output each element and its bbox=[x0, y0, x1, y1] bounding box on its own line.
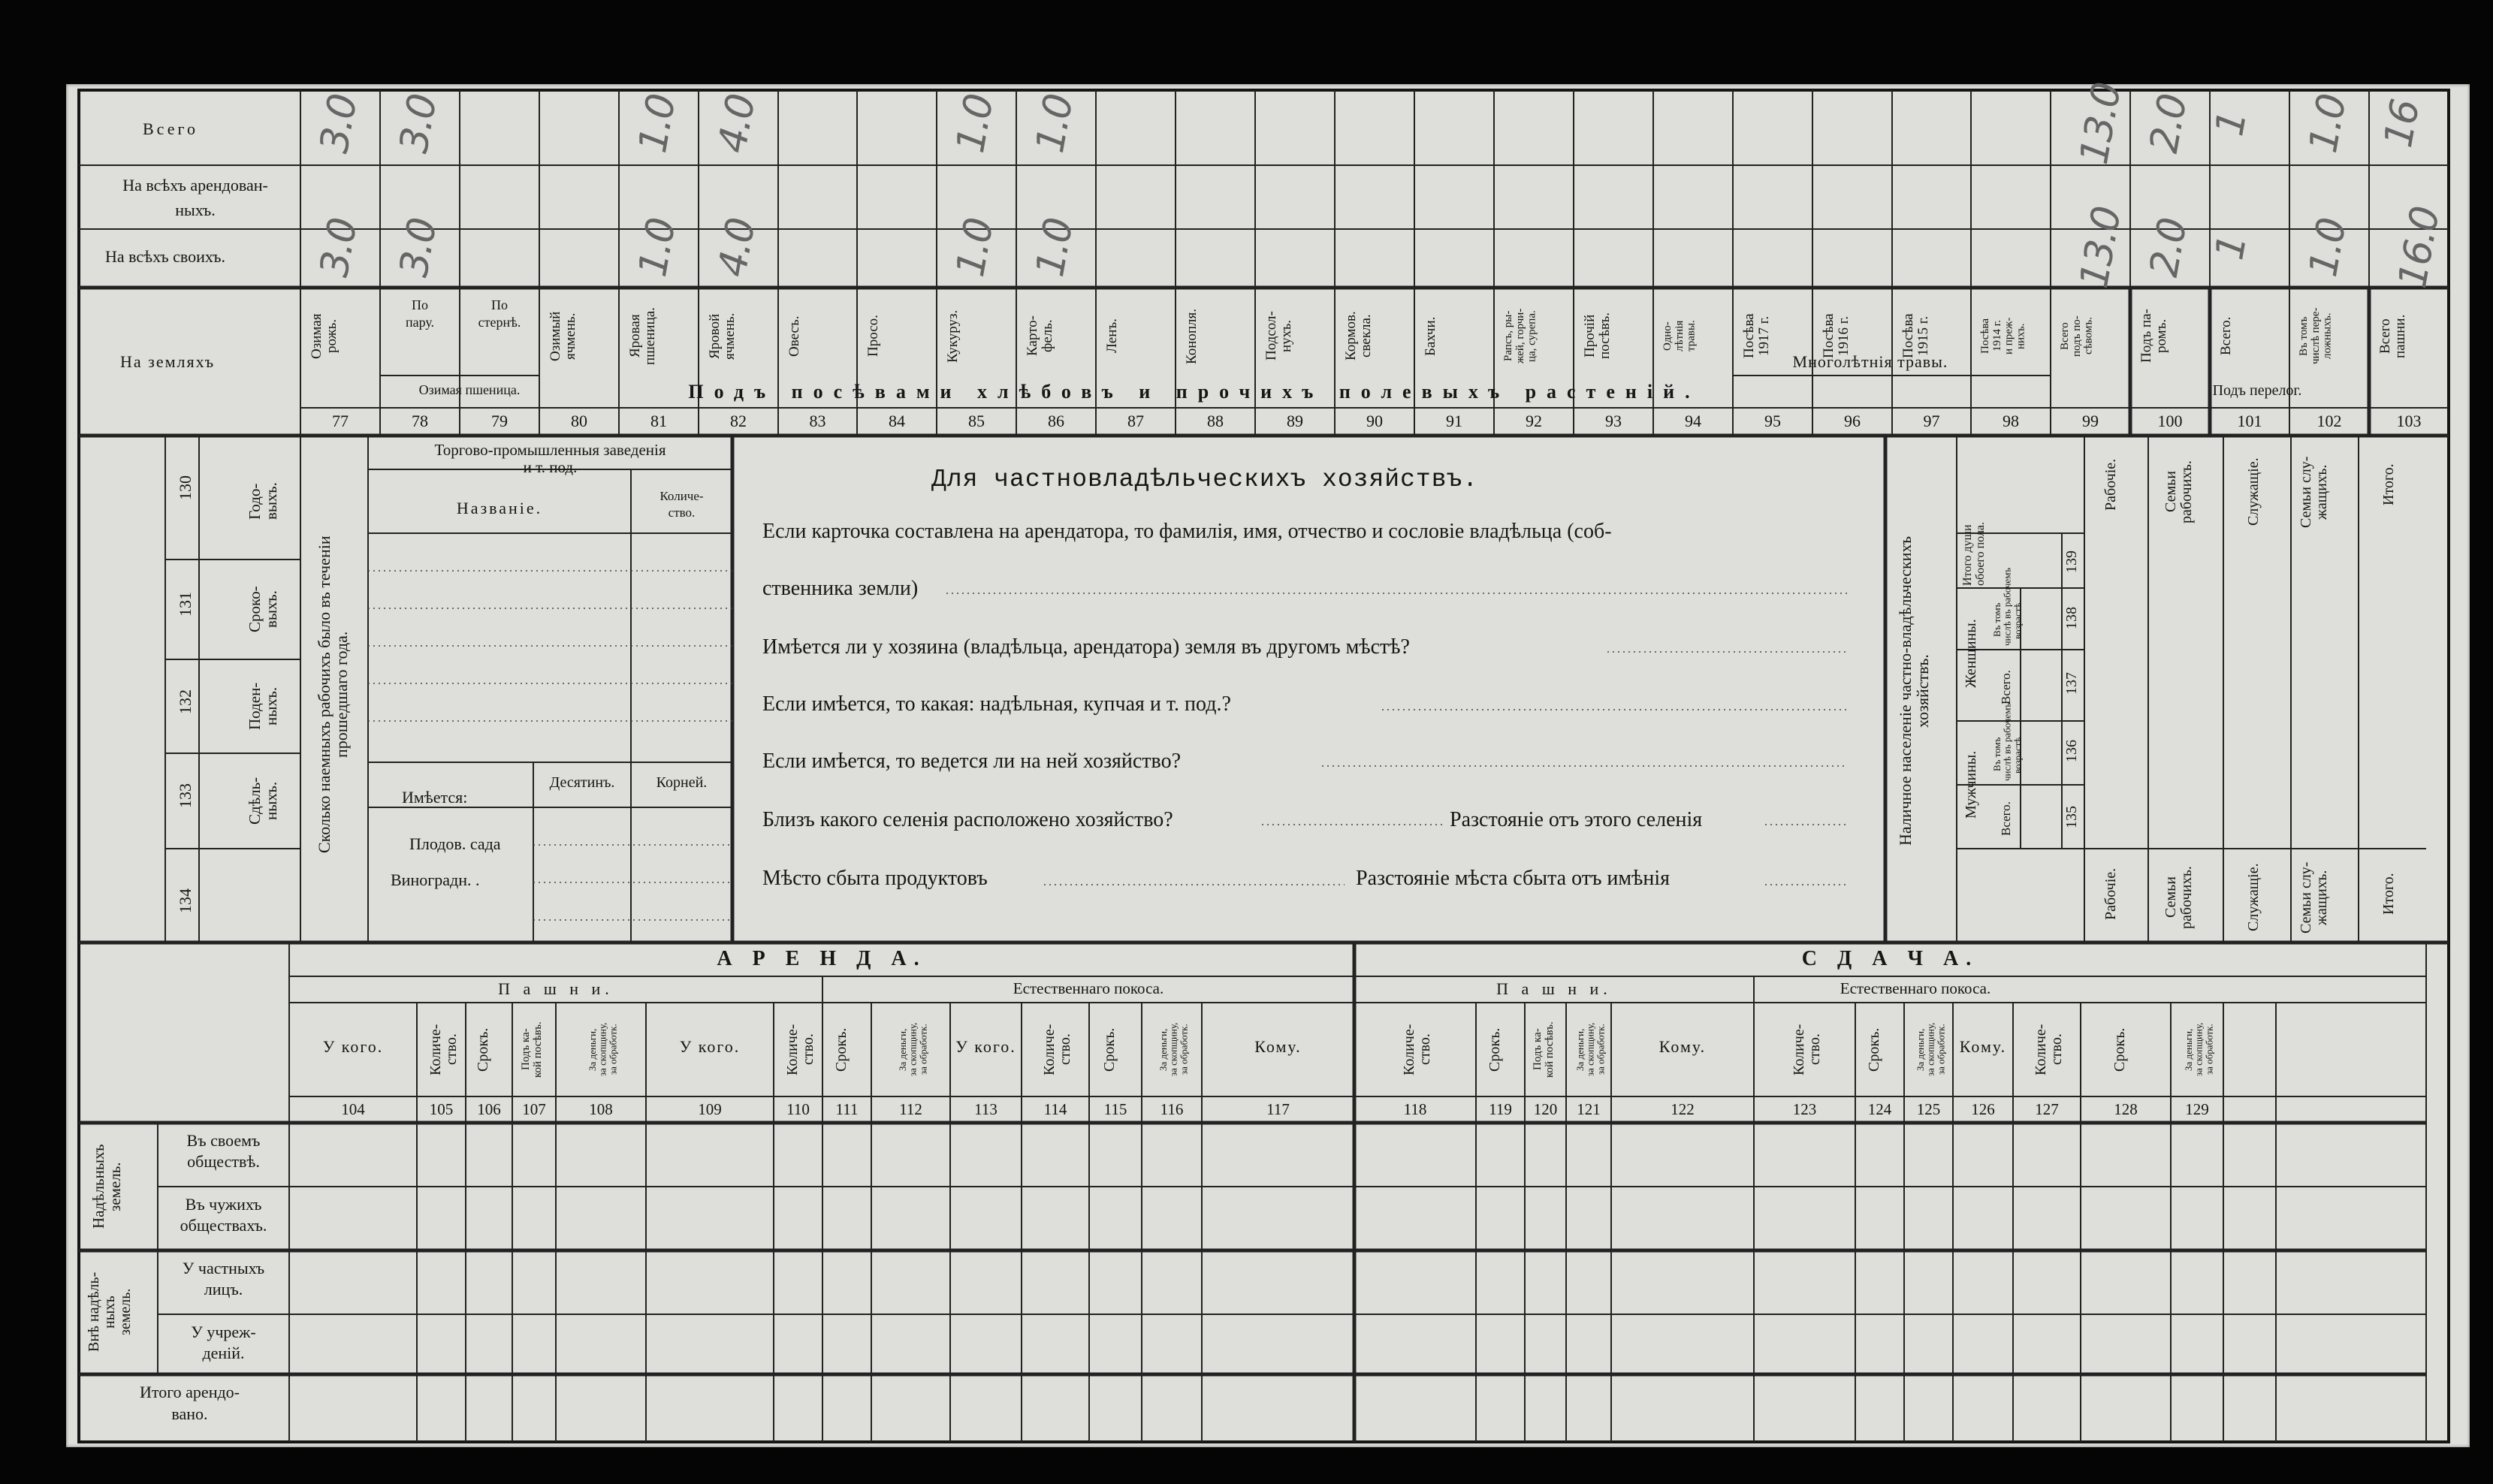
question-1-cont: ственника земли) bbox=[762, 577, 919, 600]
row-svoem: Въ своемъ обществѣ. bbox=[186, 1131, 261, 1171]
pop-rabochie: Рабочiе. bbox=[2102, 458, 2119, 511]
crop-col-101: Всего. bbox=[2218, 316, 2234, 356]
worker-num-134: 134 bbox=[176, 888, 195, 914]
pop-semi-sluzh-b: Семьи слу- жащихъ. bbox=[2298, 861, 2330, 934]
sdacha-header: С Д А Ч А. bbox=[1801, 947, 1979, 970]
lease-col-header-127: Количе- ство. bbox=[2033, 1024, 2065, 1075]
crop-col-95: Посѣва 1917 г. bbox=[1741, 313, 1772, 359]
arenda-pokosa: Естественнаго покоса. bbox=[1013, 979, 1164, 997]
lease-num-113: 113 bbox=[974, 1100, 998, 1118]
question-2: Имѣется ли у хозяина (владѣльца, арендатора) земля въ другомъ мѣстѣ? bbox=[762, 635, 1410, 659]
col-num-96: 96 bbox=[1844, 412, 1861, 430]
worker-type-2: Поден- ныхъ. bbox=[246, 682, 281, 731]
handwritten-vsego-101: 1 bbox=[2207, 108, 2256, 140]
handwritten-vsego-99: 13.0 bbox=[2071, 80, 2130, 168]
handwritten-svoih-99: 13.0 bbox=[2071, 204, 2130, 292]
row-label-zemlyah: На земляхъ bbox=[120, 352, 216, 371]
handwritten-svoih-102: 1.0 bbox=[2301, 216, 2356, 280]
sdacha-pokosa: Естественнаго покоса. bbox=[1840, 979, 1991, 997]
crop-col-90: Кормов. свекла. bbox=[1343, 311, 1374, 361]
handwritten-svoih-81: 1.0 bbox=[630, 216, 685, 280]
lease-num-114: 114 bbox=[1043, 1100, 1067, 1118]
korney-header: Корней. bbox=[656, 774, 708, 791]
pop-semi-rabochih-b: Семьи рабочихъ. bbox=[2163, 866, 2195, 929]
handwritten-vsego-86: 1.0 bbox=[1028, 92, 1082, 156]
row-label-vsego: Всего bbox=[143, 119, 198, 138]
handwritten-svoih-86: 1.0 bbox=[1028, 216, 1082, 280]
lease-num-117: 117 bbox=[1266, 1100, 1290, 1118]
row-label-arendovannyh: На всѣхъ арендован- ныхъ. bbox=[122, 176, 268, 219]
col-num-99: 99 bbox=[2082, 412, 2099, 430]
handwritten-svoih-85: 1.0 bbox=[948, 216, 1003, 280]
question-4: Если имѣется, то ведется ли на ней хозяйство? bbox=[762, 750, 1181, 773]
lease-col-header-115: Срокъ. bbox=[1101, 1027, 1118, 1072]
lease-num-120: 120 bbox=[1533, 1100, 1558, 1118]
pod-posevami-label: Подъ посѣвами хлѣбовъ и прочихъ полевыхъ растенiй. bbox=[688, 381, 1701, 403]
crop-col-96: Посѣва 1916 г. bbox=[1821, 313, 1852, 359]
col-num-81: 81 bbox=[650, 412, 667, 430]
col-num-93: 93 bbox=[1605, 412, 1622, 430]
handwritten-vsego-82: 4.0 bbox=[710, 92, 765, 156]
crop-col-86: Карто- фель. bbox=[1025, 315, 1055, 357]
lease-col-header-109: У кого. bbox=[679, 1037, 741, 1056]
handwritten-vsego-85: 1.0 bbox=[948, 92, 1003, 156]
crop-col-84: Просо. bbox=[865, 315, 881, 357]
itogo-dushi: Итого души обоего пола. bbox=[1961, 521, 1987, 586]
num-138: 138 bbox=[2063, 607, 2080, 629]
crop-col-81: Яровая пшеница. bbox=[627, 307, 658, 365]
nadelnyh-zemel: Надѣльныхъ земель. bbox=[89, 1144, 125, 1229]
col-num-78: 78 bbox=[412, 412, 428, 430]
crop-col-93: Прочiй посѣвъ. bbox=[1582, 312, 1613, 360]
crop-col-85: Кукуруз. bbox=[945, 309, 961, 363]
crop-col-102: Въ томъ числѣ пере- ложныхъ. bbox=[2298, 307, 2334, 365]
pop-semi-rabochih: Семьи рабочихъ. bbox=[2163, 460, 2195, 523]
col-num-82: 82 bbox=[730, 412, 747, 430]
question-1: Если карточка составлена на арендатора, то фамилiя, имя, отчество и сословiе владѣльца (соб- bbox=[762, 520, 1612, 543]
worker-type-1: Сроко- выхъ. bbox=[246, 586, 281, 633]
m-vsego: Всего. bbox=[1999, 801, 2013, 836]
lease-col-header-107: Подъ ка- кой посѣвъ. bbox=[520, 1021, 544, 1078]
crop-col-91: Бахчи. bbox=[1423, 316, 1438, 356]
col-num-83: 83 bbox=[809, 412, 826, 430]
worker-type-3: Сдѣль- ныхъ. bbox=[246, 777, 281, 825]
lease-num-119: 119 bbox=[1489, 1100, 1512, 1118]
crop-col-79: По стернѣ. bbox=[478, 297, 521, 330]
col-num-90: 90 bbox=[1366, 412, 1383, 430]
lease-col-header-123: Количе- ство. bbox=[1790, 1024, 1823, 1075]
col-num-92: 92 bbox=[1526, 412, 1542, 430]
pop-itogo: Итого. bbox=[2380, 463, 2397, 505]
lease-col-header-105: Количе- ство. bbox=[427, 1024, 460, 1075]
handwritten-svoih-101: 1 bbox=[2207, 232, 2256, 264]
crop-col-83: Овесъ. bbox=[786, 315, 802, 357]
worker-num-132: 132 bbox=[176, 689, 195, 715]
lease-num-112: 112 bbox=[899, 1100, 922, 1118]
row-itogo-arendovano: Итого арендо- вано. bbox=[139, 1383, 240, 1423]
lease-col-header-108: За деньги, за скопщину, за обработк. bbox=[587, 1022, 619, 1077]
handwritten-vsego-100: 2.0 bbox=[2141, 92, 2196, 156]
rabochih-label: Сколько наемныхъ рабочихъ было въ теченiи прошедшаго года. bbox=[315, 535, 352, 854]
zhenshchiny-label: Женщины. bbox=[1963, 619, 1979, 688]
num-135: 135 bbox=[2063, 806, 2080, 828]
lease-col-header-112: За деньги, за скопщину, за обработк. bbox=[896, 1022, 928, 1077]
question-6b: Разстоянiе мѣста сбыта отъ имѣнiя bbox=[1356, 867, 1670, 890]
lease-col-header-111: Срокъ. bbox=[832, 1027, 850, 1072]
muzhchiny-label: Мужчины. bbox=[1963, 750, 1979, 819]
lease-col-header-128: Срокъ. bbox=[2111, 1027, 2128, 1072]
vinogradn-label: Виноградн. . bbox=[391, 870, 480, 889]
desyatin-header: Десятинъ. bbox=[549, 774, 615, 791]
handwritten-svoih-100: 2.0 bbox=[2141, 216, 2196, 280]
col-num-95: 95 bbox=[1764, 412, 1781, 430]
lease-col-header-129: За деньги, за скопщину, за обработк. bbox=[2183, 1022, 2215, 1077]
crop-col-78: По пару. bbox=[405, 297, 435, 330]
col-num-103: 103 bbox=[2396, 412, 2422, 430]
zh-vsego: Всего. bbox=[1999, 670, 2013, 704]
handwritten-svoih-77: 3.0 bbox=[312, 216, 367, 280]
arenda-header: А Р Е Н Д А. bbox=[717, 947, 927, 970]
handwritten-vsego-81: 1.0 bbox=[630, 92, 685, 156]
col-num-87: 87 bbox=[1127, 412, 1144, 430]
pop-sluzhashchie: Служащiе. bbox=[2245, 457, 2262, 526]
pop-rabochie-b: Рабочiе. bbox=[2102, 867, 2119, 920]
lease-col-header-118: Количе- ство. bbox=[1401, 1024, 1433, 1075]
question-6: Мѣсто сбыта продуктовъ bbox=[762, 867, 988, 890]
col-num-84: 84 bbox=[889, 412, 905, 430]
lease-num-116: 116 bbox=[1160, 1100, 1184, 1118]
nazvanie-header: Названiе. bbox=[456, 499, 543, 517]
lease-num-115: 115 bbox=[1103, 1100, 1127, 1118]
col-num-89: 89 bbox=[1287, 412, 1303, 430]
lease-col-header-114: Количе- ство. bbox=[1041, 1024, 1073, 1075]
question-5b: Разстоянiе отъ этого селенiя bbox=[1450, 808, 1703, 831]
handwritten-vsego-103: 16 bbox=[2376, 97, 2429, 151]
population-title: Наличное населенiе частно-владѣльческихъ хозяйствъ. bbox=[1896, 536, 1933, 846]
col-num-100: 100 bbox=[2157, 412, 2183, 430]
imeetsya-label: Имѣется: bbox=[402, 788, 468, 807]
crop-col-89: Подсол- нухъ. bbox=[1263, 311, 1294, 361]
crop-col-99: Всего подъ по- сѣвомъ. bbox=[2059, 315, 2095, 357]
pod-perelog-label: Подъ перелог. bbox=[2212, 382, 2302, 399]
lease-num-124: 124 bbox=[1867, 1100, 1892, 1118]
crop-col-103: Всего пашни. bbox=[2377, 314, 2408, 358]
vne-nadelnyh: Внѣ надѣль- ныхъ земель. bbox=[86, 1271, 134, 1353]
worker-num-131: 131 bbox=[176, 592, 195, 617]
crop-col-94: Одно- лѣтнiя травы. bbox=[1661, 320, 1698, 352]
lease-num-107: 107 bbox=[522, 1100, 546, 1118]
handwritten-svoih-103: 16.0 bbox=[2389, 204, 2449, 292]
col-num-98: 98 bbox=[2003, 412, 2019, 430]
crop-col-100: Подъ па- ромъ. bbox=[2138, 309, 2169, 363]
col-num-101: 101 bbox=[2237, 412, 2262, 430]
col-num-102: 102 bbox=[2316, 412, 2342, 430]
handwritten-svoih-78: 3.0 bbox=[391, 216, 446, 280]
lease-col-header-110: Количе- ство. bbox=[783, 1024, 816, 1075]
mnogoletnie-label: Многолѣтнiя травы. bbox=[1792, 352, 1948, 371]
lease-num-129: 129 bbox=[2185, 1100, 2209, 1118]
ozimaya-pshenica-label: Озимая пшеница. bbox=[418, 382, 521, 397]
crop-col-80: Озимый ячмень. bbox=[548, 311, 578, 361]
crop-col-97: Посѣва 1915 г. bbox=[1900, 313, 1931, 359]
col-num-77: 77 bbox=[332, 412, 349, 430]
lease-num-109: 109 bbox=[698, 1100, 722, 1118]
col-num-86: 86 bbox=[1048, 412, 1064, 430]
pop-itogo-b: Итого. bbox=[2380, 873, 2397, 915]
handwritten-vsego-102: 1.0 bbox=[2301, 92, 2356, 156]
lease-num-104: 104 bbox=[341, 1100, 365, 1118]
torgovo-title: Торгово-промышленныя заведенiя и т. под. bbox=[434, 441, 666, 477]
col-num-79: 79 bbox=[491, 412, 508, 430]
col-num-97: 97 bbox=[1923, 412, 1940, 430]
arenda-pashni: П а ш н и. bbox=[498, 979, 614, 998]
lease-num-127: 127 bbox=[2035, 1100, 2059, 1118]
question-3: Если имѣется, то какая: надѣльная, купчая и т. под.? bbox=[762, 692, 1231, 716]
lease-num-126: 126 bbox=[1971, 1100, 1995, 1118]
row-chastnyh: У частныхъ лицъ. bbox=[182, 1259, 265, 1298]
lease-num-106: 106 bbox=[477, 1100, 501, 1118]
lease-col-header-116: За деньги, за скопщину, за обработк. bbox=[1157, 1022, 1190, 1077]
lease-col-header-122: Кому. bbox=[1658, 1037, 1707, 1056]
crop-col-98: Посѣва 1914 г. и преж- нихъ. bbox=[1979, 317, 2027, 355]
lease-num-110: 110 bbox=[786, 1100, 810, 1118]
worker-num-130: 130 bbox=[176, 475, 195, 501]
lease-col-header-117: Кому. bbox=[1254, 1037, 1302, 1056]
lease-col-header-104: У кого. bbox=[322, 1037, 384, 1056]
col-num-88: 88 bbox=[1207, 412, 1224, 430]
sdacha-pashni: П а ш н и. bbox=[1496, 979, 1612, 998]
lease-num-122: 122 bbox=[1671, 1100, 1695, 1118]
lease-col-header-125: За деньги, за скопщину, за обработк. bbox=[1914, 1022, 1946, 1077]
handwritten-vsego-77: 3.0 bbox=[312, 92, 367, 156]
crop-col-82: Яровой ячмень. bbox=[707, 312, 738, 360]
row-chuzhih: Въ чужихъ обществахъ. bbox=[180, 1195, 267, 1235]
pop-sluzhashchie-b: Служащiе. bbox=[2245, 863, 2262, 932]
handwritten-svoih-82: 4.0 bbox=[710, 216, 765, 280]
m-vtom: Въ томъ числѣ въ рабочемъ возрастѣ. bbox=[1991, 702, 2024, 781]
lease-num-105: 105 bbox=[429, 1100, 454, 1118]
crop-col-92: Рапсъ, ры- жей, горчи- ца, сурепа. bbox=[1502, 308, 1538, 364]
pop-semi-sluzh: Семьи слу- жащихъ. bbox=[2298, 456, 2330, 528]
lease-col-header-106: Срокъ. bbox=[475, 1027, 491, 1072]
lease-num-118: 118 bbox=[1403, 1100, 1427, 1118]
lease-num-125: 125 bbox=[1916, 1100, 1941, 1118]
num-137: 137 bbox=[2063, 672, 2080, 695]
zh-vtom: Въ томъ числѣ въ рабочемъ возрастѣ. bbox=[1991, 567, 2024, 646]
lease-num-128: 128 bbox=[2114, 1100, 2138, 1118]
lease-num-121: 121 bbox=[1577, 1100, 1601, 1118]
question-5: Близъ какого селенiя расположено хозяйство? bbox=[762, 808, 1173, 831]
plodov-sada-label: Плодов. сада bbox=[409, 834, 501, 853]
col-num-80: 80 bbox=[571, 412, 587, 430]
num-136: 136 bbox=[2063, 740, 2080, 762]
lease-num-123: 123 bbox=[1792, 1100, 1817, 1118]
row-label-svoih: На всѣхъ своихъ. bbox=[105, 247, 225, 266]
lease-col-header-120: Подъ ка- кой посѣвъ. bbox=[1531, 1021, 1556, 1078]
lease-col-header-124: Срокъ. bbox=[1865, 1027, 1882, 1072]
lease-num-111: 111 bbox=[835, 1100, 859, 1118]
worker-num-133: 133 bbox=[176, 783, 195, 809]
crop-col-87: Ленъ. bbox=[1104, 318, 1120, 354]
col-num-85: 85 bbox=[968, 412, 985, 430]
torgovo-kolichestvo-header: Количе- ство. bbox=[659, 489, 704, 520]
num-139: 139 bbox=[2063, 550, 2080, 573]
lease-col-header-121: За деньги, за скопщину, за обработк. bbox=[1574, 1022, 1607, 1077]
lease-col-header-119: Срокъ. bbox=[1486, 1027, 1503, 1072]
col-num-91: 91 bbox=[1446, 412, 1462, 430]
row-uchrezhdeniy: У учреж- денiй. bbox=[191, 1323, 256, 1362]
col-num-94: 94 bbox=[1685, 412, 1701, 430]
lease-num-108: 108 bbox=[589, 1100, 613, 1118]
lease-col-header-126: Кому. bbox=[1959, 1037, 2007, 1056]
crop-col-88: Конопля. bbox=[1184, 308, 1200, 364]
handwritten-vsego-78: 3.0 bbox=[391, 92, 446, 156]
lease-col-header-113: У кого. bbox=[955, 1037, 1016, 1056]
worker-type-0: Годо- выхъ. bbox=[246, 482, 281, 520]
private-title: Для частновладѣльческихъ хозяйствъ. bbox=[931, 466, 1479, 493]
crop-col-77: Озимая рожь. bbox=[309, 313, 340, 359]
